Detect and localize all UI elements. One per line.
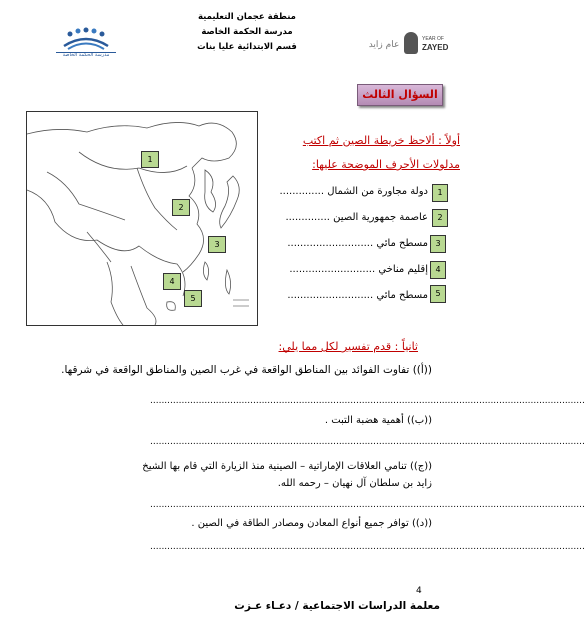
header-line-1: منطقة عجمان التعليمية	[198, 12, 296, 22]
zayed-portrait-icon	[404, 32, 418, 54]
item-dots-4[interactable]: ...........................	[289, 264, 376, 275]
question-d	[102, 518, 432, 529]
item-number-2: 2	[432, 209, 448, 227]
item-dots-2[interactable]: ..............	[285, 212, 330, 223]
year-of-label: YEAR OF	[422, 36, 444, 42]
map-label-3: 3	[208, 236, 226, 253]
year-of-zayed-logo	[366, 28, 452, 62]
zayed-label: ZAYED	[422, 43, 449, 52]
item-label-3: مسطح مائي	[376, 238, 428, 249]
zayed-arabic-calligraphy: عام زايد	[368, 40, 400, 50]
answer-line-d[interactable]: ........................................................................................................................................................	[150, 542, 585, 552]
china-outline-map	[26, 111, 258, 326]
item-dots-1[interactable]: ..............	[279, 186, 325, 197]
question-c-text: تنامي العلاقات الإماراتية – الصينية منذ الزيارة التي قام بها الشيخ زايد بن سلطان آل نهيان – رحمه الله.	[142, 461, 432, 489]
question-title: السؤال الثالث	[357, 84, 443, 106]
part1-instruction-line-2: مدلولات الأحرف الموضحة عليها:	[312, 158, 460, 171]
item-text-2	[285, 212, 428, 223]
item-label-2: عاصمة جمهورية الصين	[333, 212, 428, 223]
item-text-5	[287, 290, 428, 301]
map-label-2: 2	[172, 199, 190, 216]
item-label-4: إقليم مناخي	[378, 264, 428, 275]
map-label-5: 5	[184, 290, 202, 307]
item-number-3: 3	[430, 235, 446, 253]
answer-line-a[interactable]: ........................................................................................................................................................	[150, 396, 585, 406]
school-logo	[52, 26, 120, 60]
question-d-text: توافر جميع أنواع المعادن ومصادر الطاقة في الصين .	[191, 518, 409, 529]
item-text-3	[287, 238, 428, 249]
page-number: 4	[416, 586, 422, 596]
item-dots-5[interactable]: ...........................	[287, 290, 374, 301]
part1-instruction-line-1: أولاً : ألاحظ خريطة الصين ثم اكتب	[302, 134, 460, 147]
answer-line-b[interactable]: ........................................................................................................................................................	[150, 437, 585, 447]
map-outline-icon	[27, 112, 257, 325]
item-number-1: 1	[432, 184, 448, 202]
header-line-2: مدرسة الحكمة الخاصة	[201, 27, 293, 37]
item-dots-3[interactable]: ...........................	[287, 238, 374, 249]
item-number-5: 5	[430, 285, 446, 303]
question-c	[132, 458, 432, 492]
question-b	[102, 415, 432, 426]
map-label-1: 1	[141, 151, 159, 168]
school-logo-text: مدرسة الحكمة الخاصة	[62, 52, 110, 58]
answer-line-c[interactable]: ........................................................................................................................................................	[150, 500, 585, 510]
item-label-1: دولة مجاورة من الشمال	[327, 186, 428, 197]
map-label-4: 4	[163, 273, 181, 290]
question-a-text: تفاوت الفوائد بين المناطق الواقعة في غرب الصين والمناطق الواقعة في شرقها.	[61, 364, 410, 376]
question-d-label: ((د))	[411, 518, 432, 529]
part2-instruction: ثانياً : قدم تفسير لكل مما يلي:	[278, 340, 418, 353]
question-a-label: ((أ))	[412, 364, 432, 376]
question-c-label: ((ج))	[409, 461, 432, 472]
item-label-5: مسطح مائي	[376, 290, 428, 301]
item-number-4: 4	[430, 261, 446, 279]
header-line-3: قسم الابتدائية عليا بنات	[197, 42, 297, 52]
item-text-4	[289, 264, 428, 275]
question-b-text: أهمية هضبة التبت .	[324, 415, 404, 426]
teacher-name: معلمة الدراسات الاجتماعية / دعـاء عـزت	[234, 600, 440, 612]
question-a	[61, 364, 432, 376]
question-b-label: ((ب))	[406, 415, 432, 426]
item-text-1	[280, 186, 429, 197]
